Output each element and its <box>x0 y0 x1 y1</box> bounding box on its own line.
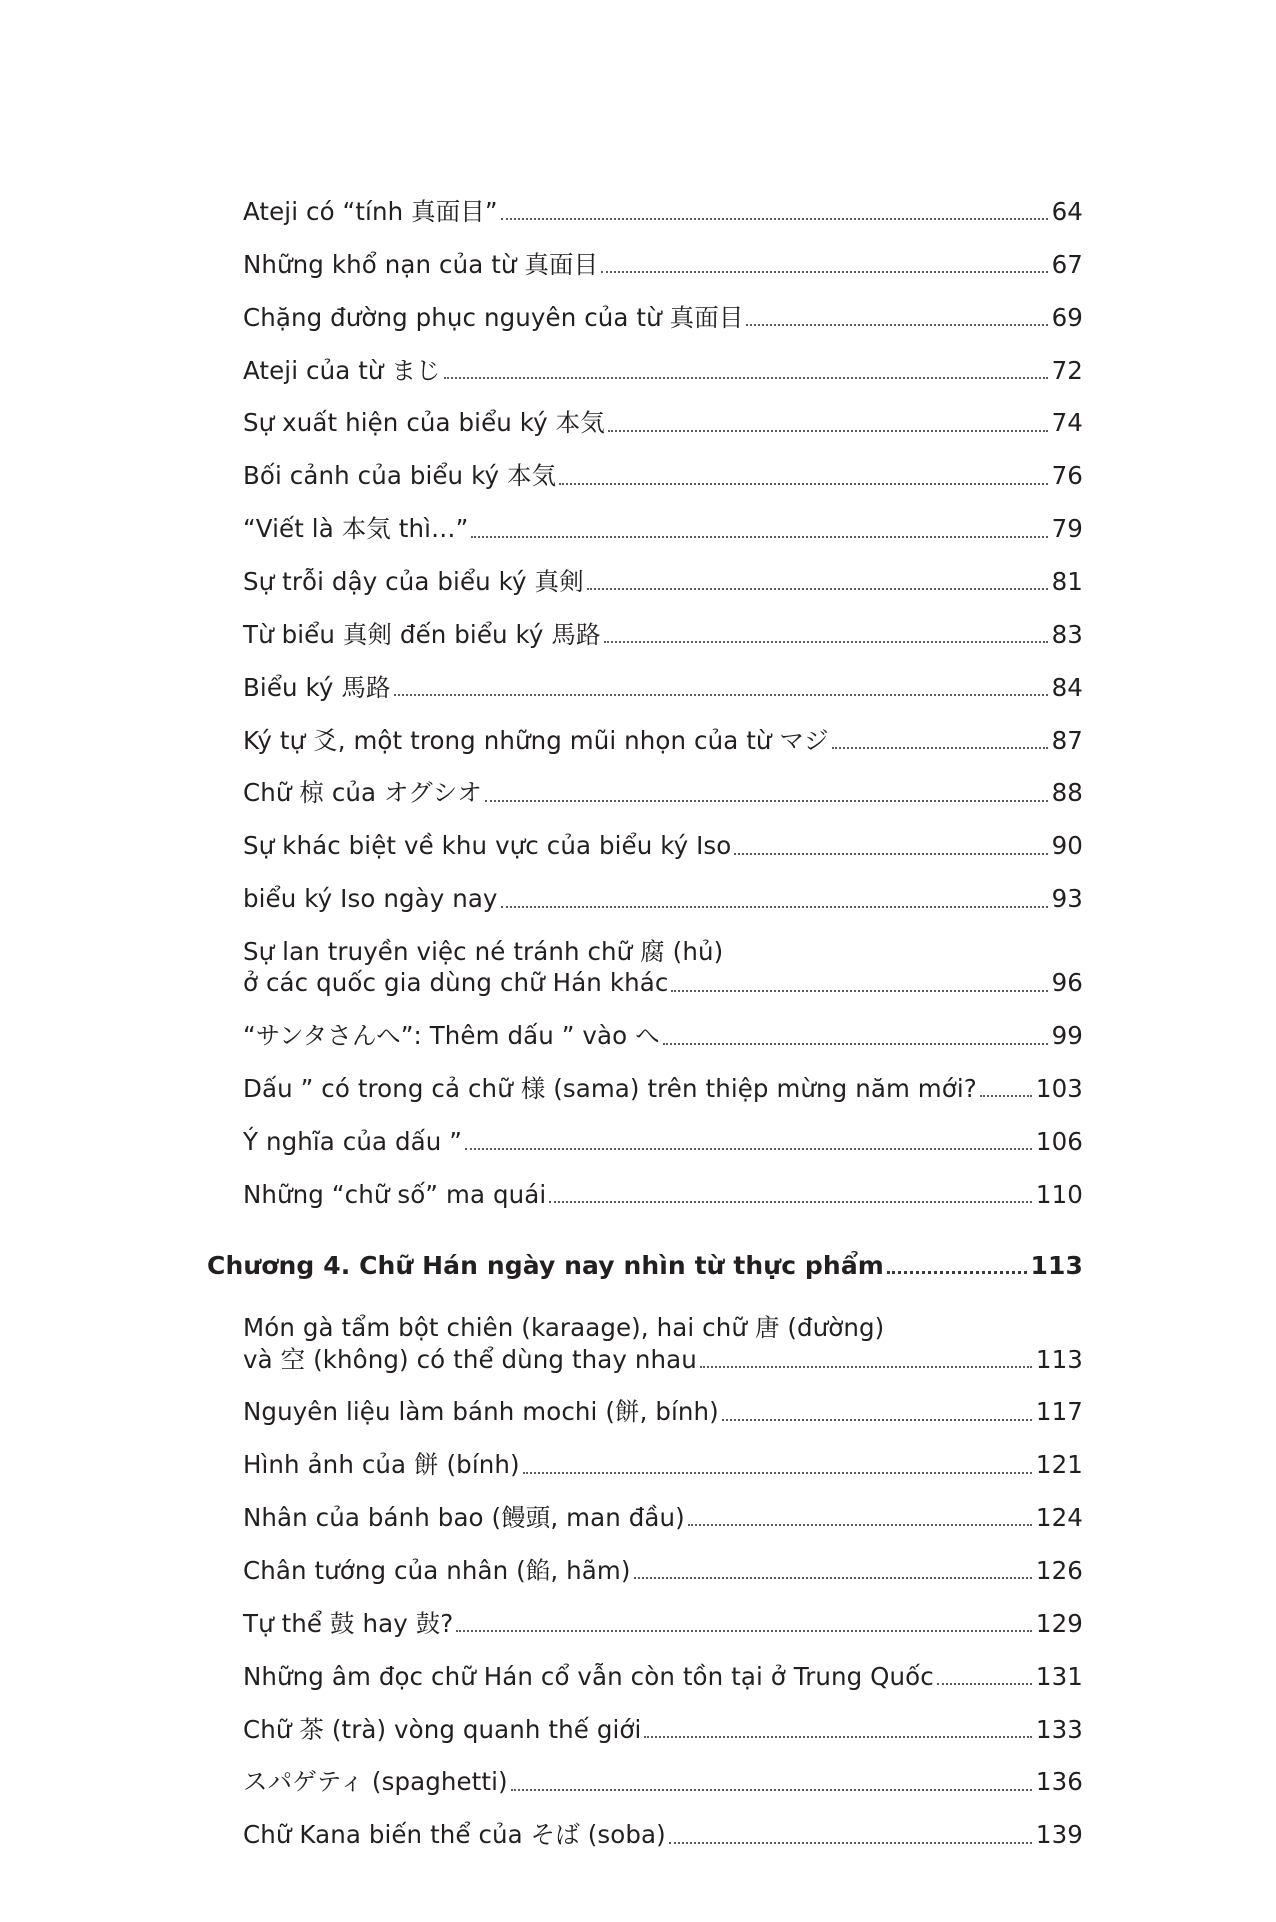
toc-entry[interactable] <box>243 566 1083 597</box>
toc-entry-label: Ateji có “tính 真面目” <box>243 197 498 226</box>
toc-leader-dots <box>465 1147 1032 1150</box>
toc-leader-dots <box>832 746 1048 749</box>
toc-leader-dots <box>559 482 1047 485</box>
toc-leader-dots <box>746 323 1047 326</box>
toc-chapter-label: Chương 4. Chữ Hán ngày nay nhìn từ thực phẩm <box>207 1251 884 1281</box>
toc-entry-label: Chữ Kana biến thể của そば (soba) <box>243 1820 666 1850</box>
toc-entry-label: Hình ảnh của 餅 (bính) <box>243 1450 520 1480</box>
toc-entry-label: và 空 (không) có thể dùng thay nhau <box>243 1344 697 1374</box>
toc-entry[interactable] <box>243 830 1083 861</box>
toc-entry[interactable] <box>243 619 1083 650</box>
toc-page-number: 88 <box>1051 778 1083 808</box>
toc-entry[interactable] <box>243 1766 1083 1797</box>
toc-leader-dots <box>688 1523 1032 1526</box>
toc-entry[interactable] <box>243 1661 1083 1692</box>
toc-page-number: 136 <box>1035 1767 1083 1797</box>
toc-leader-dots <box>734 852 1047 855</box>
toc-page-number: 113 <box>1030 1251 1083 1281</box>
toc-leader-dots <box>669 1841 1032 1844</box>
toc-page-number: 124 <box>1035 1503 1083 1533</box>
toc-entry-label: スパゲティ (spaghetti) <box>243 1767 508 1797</box>
toc-page-number: 67 <box>1051 249 1083 279</box>
toc-leader-dots <box>634 1576 1032 1579</box>
toc-entry-label: Những âm đọc chữ Hán cổ vẫn còn tồn tại ở Trung Quốc <box>243 1661 934 1691</box>
toc-entry-label: “Viết là 本気 thì…” <box>243 514 469 544</box>
toc-page-number: 139 <box>1035 1820 1083 1850</box>
toc-page-number: 121 <box>1035 1450 1083 1480</box>
toc-page-number: 131 <box>1035 1661 1083 1691</box>
toc-page-number: 126 <box>1035 1555 1083 1585</box>
toc-leader-dots <box>444 376 1048 379</box>
toc-page-number: 129 <box>1035 1608 1083 1638</box>
toc-entry[interactable] <box>243 672 1083 703</box>
toc-entry-label: Chặng đường phục nguyên của từ 真面目 <box>243 302 744 332</box>
toc-page-number: 72 <box>1051 355 1083 385</box>
toc-entry-label: Biểu ký 馬路 <box>243 672 391 702</box>
toc-entry-label: Từ biểu 真剣 đến biểu ký 馬路 <box>243 619 601 649</box>
toc-entry-label-line1: Món gà tẩm bột chiên (karaage), hai chữ 唐 (đường) <box>243 1313 885 1343</box>
toc-entry[interactable] <box>243 1396 1083 1427</box>
toc-entry-label: biểu ký Iso ngày nay <box>243 884 498 914</box>
toc-entry[interactable] <box>243 407 1083 438</box>
toc-entry[interactable] <box>243 1449 1083 1480</box>
toc-page-number: 76 <box>1051 461 1083 491</box>
toc-entry[interactable] <box>243 725 1083 756</box>
toc-leader-dots <box>980 1094 1032 1097</box>
toc-page-number: 99 <box>1051 1021 1083 1051</box>
toc-entry[interactable] <box>243 1819 1083 1850</box>
toc-page-number: 64 <box>1051 197 1083 226</box>
toc-entry-label: Chân tướng của nhân (餡, hãm) <box>243 1555 631 1585</box>
toc-leader-dots <box>456 1629 1032 1632</box>
toc-entry-label: Những khổ nạn của từ 真面目 <box>243 249 599 279</box>
toc-leader-dots <box>663 1042 1048 1045</box>
toc-leader-dots <box>644 1735 1032 1738</box>
toc-entry-label: ở các quốc gia dùng chữ Hán khác <box>243 968 669 998</box>
toc-leader-dots <box>601 270 1047 273</box>
toc-entry-label: Sự khác biệt về khu vực của biểu ký Iso <box>243 831 732 861</box>
toc-entry[interactable] <box>243 302 1083 333</box>
toc-leader-dots <box>501 217 1048 220</box>
toc-entry[interactable] <box>243 249 1083 280</box>
toc-entry-label: Sự xuất hiện của biểu ký 本気 <box>243 408 605 438</box>
toc-leader-dots <box>394 693 1048 696</box>
toc-page-number: 87 <box>1051 725 1083 755</box>
toc-page-number: 83 <box>1051 619 1083 649</box>
toc-entry-label: Dấu ” có trong cả chữ 様 (sama) trên thiệp mừng năm mới? <box>243 1074 977 1104</box>
toc-page-number: 79 <box>1051 514 1083 544</box>
toc-leader-dots <box>485 799 1048 802</box>
toc-page-number: 96 <box>1051 968 1083 998</box>
toc-leader-dots <box>937 1682 1032 1685</box>
toc-page-number: 69 <box>1051 302 1083 332</box>
toc-leader-dots <box>501 905 1048 908</box>
toc-leader-dots <box>700 1365 1032 1368</box>
toc-entry-label: Nhân của bánh bao (饅頭, man đầu) <box>243 1503 685 1533</box>
toc-entry[interactable] <box>243 1179 1083 1210</box>
toc-leader-dots <box>722 1418 1032 1421</box>
toc-entry[interactable] <box>243 1714 1083 1745</box>
toc-entry-label: Nguyên liệu làm bánh mochi (餅, bính) <box>243 1397 719 1427</box>
toc-entry[interactable] <box>243 1608 1083 1639</box>
toc-entry-label: Bối cảnh của biểu ký 本気 <box>243 461 557 491</box>
toc-entry-label: Tự thể 鼓 hay 鼔? <box>243 1608 454 1638</box>
toc-page-number: 117 <box>1035 1397 1083 1427</box>
toc-entry-label: Những “chữ số” ma quái <box>243 1179 547 1209</box>
toc-page-number: 74 <box>1051 408 1083 438</box>
toc-entry-label: Sự trỗi dậy của biểu ký 真剣 <box>243 567 584 597</box>
toc-entry-label: “サンタさんへ”: Thêm dấu ” vào へ <box>243 1021 660 1051</box>
toc-page-number: 84 <box>1051 672 1083 702</box>
toc-entry[interactable] <box>243 513 1083 544</box>
table-of-contents <box>207 196 1083 1872</box>
toc-entry[interactable] <box>243 777 1083 808</box>
toc-leader-dots <box>523 1471 1032 1474</box>
toc-entry[interactable] <box>243 1502 1083 1533</box>
toc-leader-dots <box>471 535 1047 538</box>
toc-leader-dots <box>511 1788 1032 1791</box>
toc-entry[interactable] <box>243 883 1083 914</box>
toc-page-number: 103 <box>1035 1074 1083 1104</box>
toc-leader-dots <box>671 989 1047 992</box>
toc-leader-dots <box>608 429 1048 432</box>
toc-entry[interactable] <box>243 1020 1083 1051</box>
toc-leader-dots <box>604 640 1048 643</box>
toc-entry-label: Ateji của từ まじ <box>243 355 441 385</box>
toc-entry[interactable] <box>243 1126 1083 1157</box>
toc-page-number: 113 <box>1035 1344 1083 1374</box>
toc-entry-label: Chữ 茶 (trà) vòng quanh thế giới <box>243 1714 642 1744</box>
toc-entry[interactable] <box>243 1312 1083 1375</box>
toc-page-number: 81 <box>1051 567 1083 597</box>
toc-entry-label: Ký tự 爻, một trong những mũi nhọn của từ マジ <box>243 725 829 755</box>
toc-entry-label-line1: Sự lan truyền việc né tránh chữ 腐 (hủ) <box>243 937 724 967</box>
toc-leader-dots <box>549 1200 1032 1203</box>
toc-page-number: 133 <box>1035 1714 1083 1744</box>
toc-leader-dots <box>887 1270 1027 1274</box>
toc-entry-label: Chữ 椋 của オグシオ <box>243 778 482 808</box>
toc-page-number: 93 <box>1051 884 1083 914</box>
toc-entry[interactable] <box>243 355 1083 386</box>
toc-leader-dots <box>587 587 1048 590</box>
toc-entry[interactable] <box>243 460 1083 491</box>
toc-chapter-entry[interactable] <box>207 1250 1083 1282</box>
toc-page-number: 110 <box>1035 1179 1083 1209</box>
toc-entry[interactable] <box>243 936 1083 999</box>
toc-page-number: 90 <box>1051 831 1083 861</box>
toc-entry[interactable] <box>243 196 1083 227</box>
toc-page-number: 106 <box>1035 1126 1083 1156</box>
toc-entry-label: Ý nghĩa của dấu ” <box>243 1126 463 1156</box>
toc-entry[interactable] <box>243 1073 1083 1104</box>
toc-entry[interactable] <box>243 1555 1083 1586</box>
